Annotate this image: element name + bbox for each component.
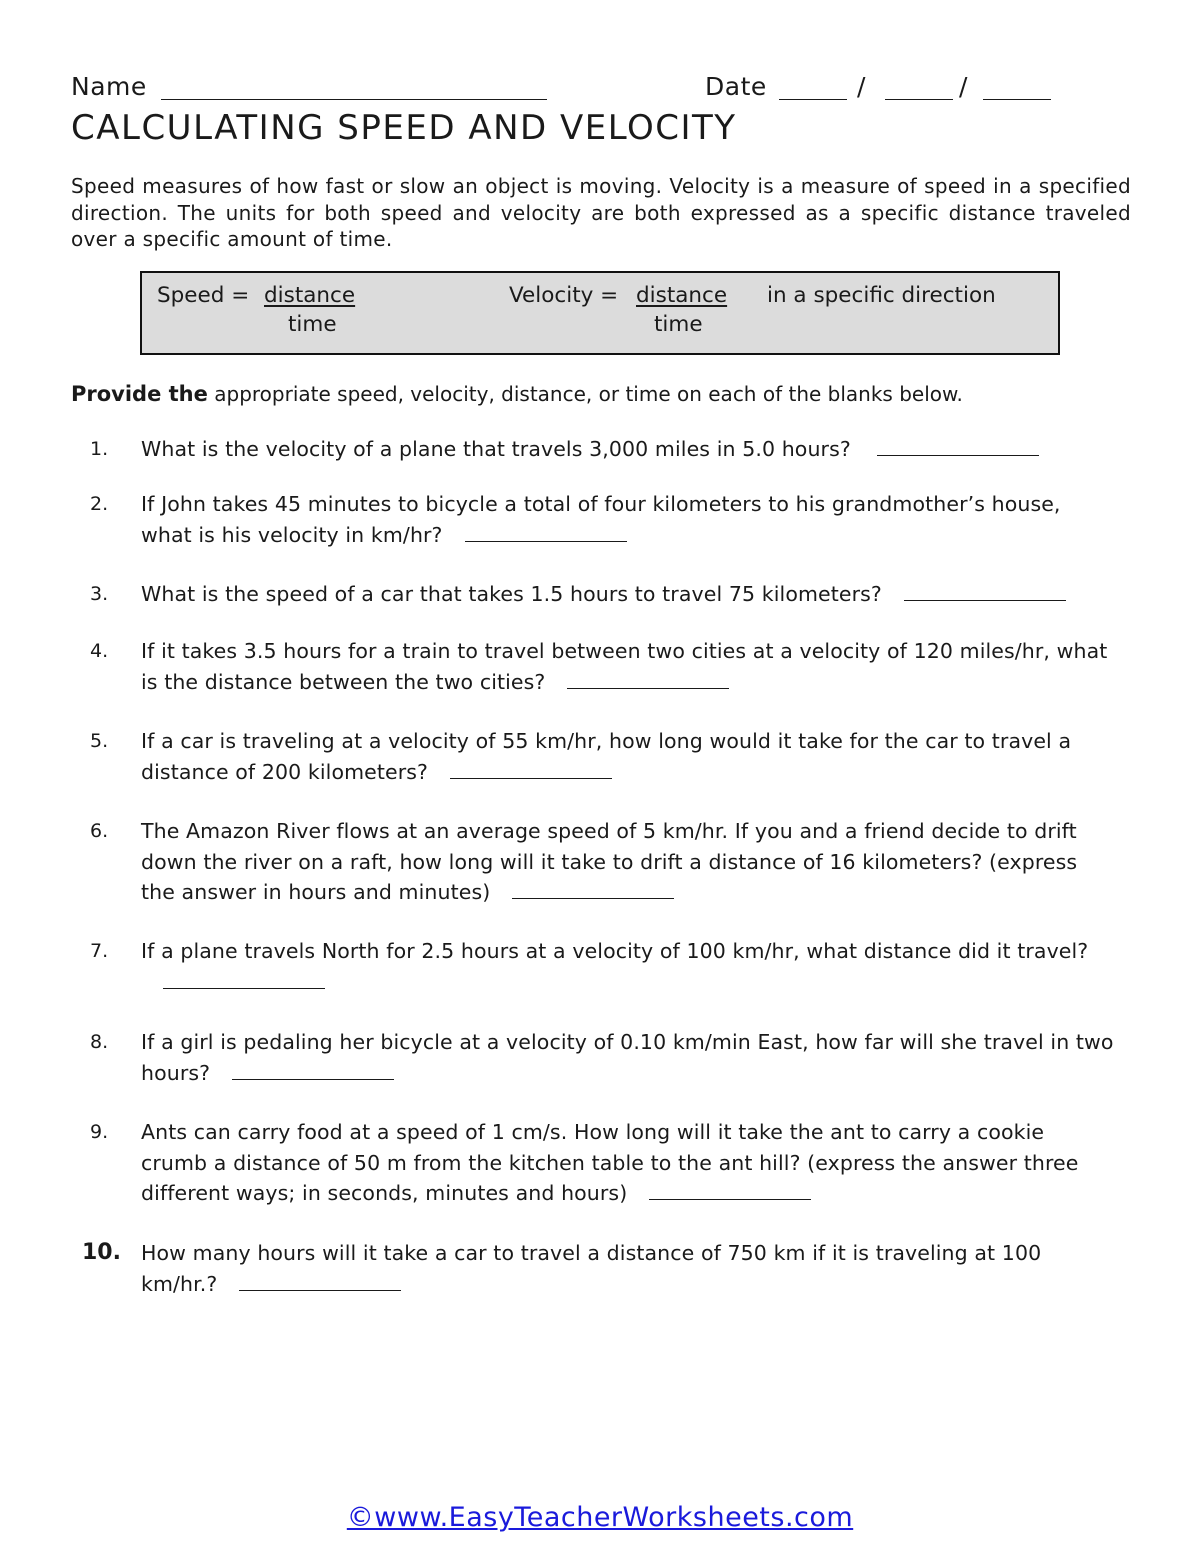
question-number: 4. bbox=[90, 640, 109, 662]
date-year-blank[interactable] bbox=[983, 99, 1051, 100]
answer-blank[interactable] bbox=[877, 437, 1039, 456]
question-number: 7. bbox=[90, 940, 109, 962]
footer bbox=[0, 1502, 1200, 1533]
question-text bbox=[141, 434, 1116, 465]
instructions bbox=[71, 382, 963, 406]
speed-formula-numerator: distance bbox=[264, 283, 356, 308]
instructions-bold: Provide the bbox=[71, 382, 208, 406]
question-text bbox=[141, 636, 1116, 697]
velocity-formula-numerator: distance bbox=[636, 283, 728, 308]
question-text bbox=[141, 579, 1116, 610]
question-text bbox=[141, 1027, 1116, 1088]
velocity-formula-suffix: in a specific direction bbox=[767, 283, 996, 308]
footer-link[interactable]: ©www.EasyTeacherWorksheets.com bbox=[346, 1502, 854, 1533]
question-body: What is the velocity of a plane that travels 3,000 miles in 5.0 hours? bbox=[141, 437, 851, 461]
question-body: If a car is traveling at a velocity of 55 km/hr, how long would it take for the car to travel a distance of 200 kilometers? bbox=[141, 729, 1072, 784]
question-number: 10. bbox=[82, 1240, 121, 1265]
date-day-blank[interactable] bbox=[885, 99, 953, 100]
answer-blank[interactable] bbox=[232, 1061, 394, 1080]
answer-blank[interactable] bbox=[465, 523, 627, 542]
question-number: 1. bbox=[90, 438, 109, 460]
question-body: Ants can carry food at a speed of 1 cm/s. How long will it take the ant to carry a cookie crumb a distance of 50 m from the kitchen table to the ant hill? (express the answer three different ways; in seconds, minutes and hours) bbox=[141, 1120, 1079, 1205]
velocity-formula-label: Velocity = bbox=[509, 283, 619, 308]
name-label: Name bbox=[71, 72, 147, 101]
question-text bbox=[141, 726, 1116, 787]
answer-blank[interactable] bbox=[649, 1181, 811, 1200]
question-number: 2. bbox=[90, 493, 109, 515]
answer-blank[interactable] bbox=[512, 880, 674, 899]
question-body: The Amazon River flows at an average speed of 5 km/hr. If you and a friend decide to drift down the river on a raft, how long will it take to drift a distance of 16 kilometers? (express the answer in hours and minutes) bbox=[141, 819, 1078, 904]
date-separator: / bbox=[959, 72, 968, 101]
header-row bbox=[71, 72, 1061, 108]
question-body: If a girl is pedaling her bicycle at a velocity of 0.10 km/min East, how far will she travel in two hours? bbox=[141, 1030, 1114, 1085]
question-text bbox=[141, 936, 1116, 997]
question-body: If John takes 45 minutes to bicycle a total of four kilometers to his grandmother’s house, what is his velocity in km/hr? bbox=[141, 492, 1061, 547]
question-number: 9. bbox=[90, 1121, 109, 1143]
question-body: What is the speed of a car that takes 1.5 hours to travel 75 kilometers? bbox=[141, 582, 882, 606]
question-number: 5. bbox=[90, 730, 109, 752]
name-blank[interactable] bbox=[161, 99, 547, 100]
date-month-blank[interactable] bbox=[779, 99, 847, 100]
date-separator: / bbox=[857, 72, 866, 101]
question-number: 8. bbox=[90, 1031, 109, 1053]
speed-formula-label: Speed = bbox=[157, 283, 250, 308]
instructions-rest: appropriate speed, velocity, distance, or time on each of the blanks below. bbox=[207, 382, 963, 406]
question-text bbox=[141, 489, 1116, 550]
answer-blank[interactable] bbox=[904, 582, 1066, 601]
question-body: If it takes 3.5 hours for a train to travel between two cities at a velocity of 120 miles/hr, what is the distance between the two cities? bbox=[141, 639, 1108, 694]
intro-paragraph: Speed measures of how fast or slow an object is moving. Velocity is a measure of speed in a specified direction. The units for both speed and velocity are both expressed as a specific distance traveled over a specific amount of time. bbox=[71, 174, 1131, 251]
question-number: 3. bbox=[90, 583, 109, 605]
answer-blank[interactable] bbox=[450, 760, 612, 779]
page-title: CALCULATING SPEED AND VELOCITY bbox=[71, 108, 737, 148]
answer-blank[interactable] bbox=[163, 970, 325, 989]
question-text bbox=[141, 816, 1116, 908]
date-label: Date bbox=[705, 72, 767, 101]
speed-formula-denominator: time bbox=[288, 312, 337, 337]
velocity-formula-denominator: time bbox=[654, 312, 703, 337]
question-text bbox=[141, 1117, 1116, 1209]
question-number: 6. bbox=[90, 820, 109, 842]
formula-box bbox=[140, 271, 1060, 355]
answer-blank[interactable] bbox=[567, 670, 729, 689]
answer-blank[interactable] bbox=[239, 1272, 401, 1291]
question-body: If a plane travels North for 2.5 hours at a velocity of 100 km/hr, what distance did it travel? bbox=[141, 939, 1089, 963]
question-text bbox=[141, 1238, 1116, 1299]
question-body: How many hours will it take a car to travel a distance of 750 km if it is traveling at 100 km/hr.? bbox=[141, 1241, 1042, 1296]
